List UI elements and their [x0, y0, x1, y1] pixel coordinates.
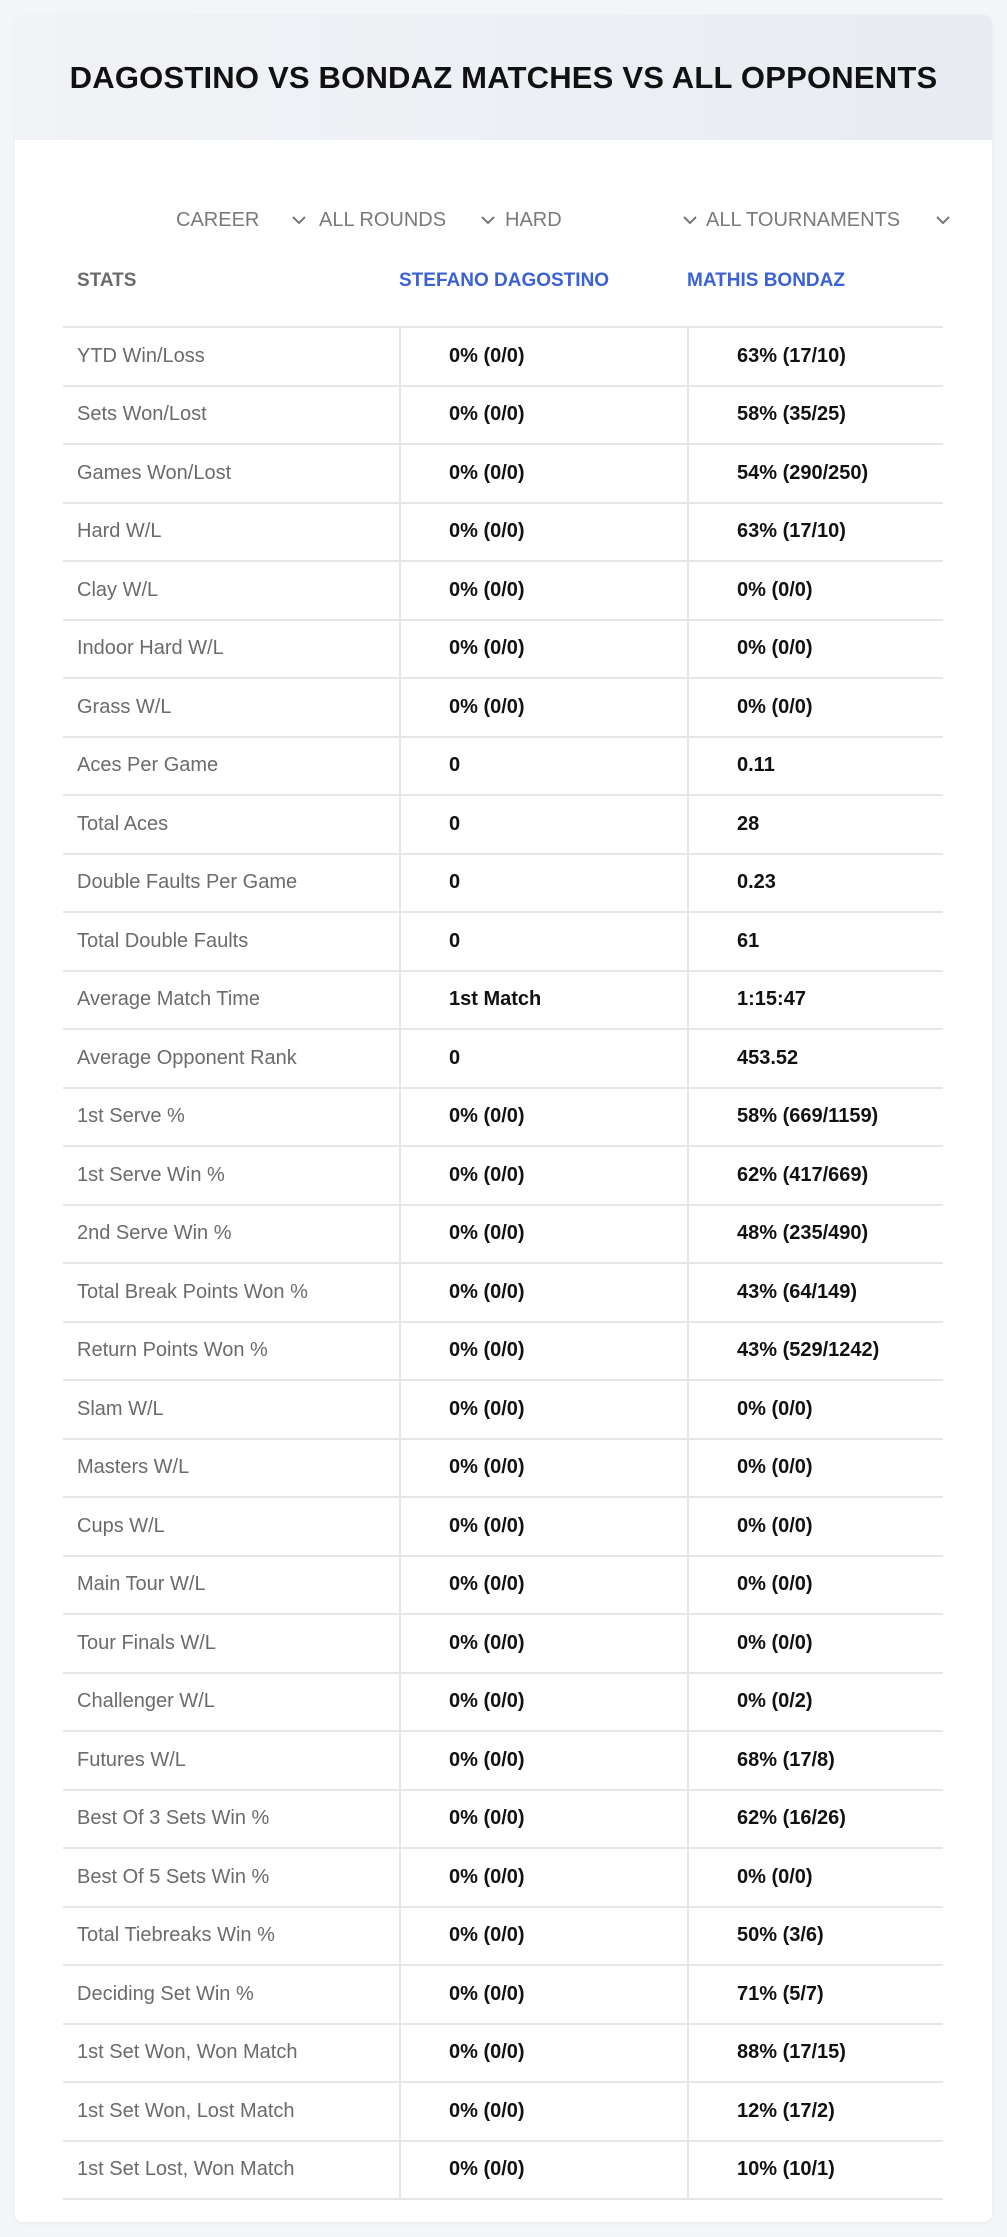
player2-stat-value: 61: [687, 913, 943, 970]
player1-stat-value: 0% (0/0): [399, 1557, 687, 1614]
stat-label: Tour Finals W/L: [77, 1631, 216, 1654]
player2-stat-value: 0% (0/0): [687, 1849, 943, 1906]
table-row: [63, 445, 943, 504]
player2-stat-value: 0% (0/0): [687, 1615, 943, 1672]
player1-stat-value: 0% (0/0): [399, 621, 687, 678]
player2-stat-value: 48% (235/490): [687, 1206, 943, 1263]
player2-stat-value: 0% (0/0): [687, 562, 943, 619]
player2-stat-value: 63% (17/10): [687, 504, 943, 561]
stat-label: Total Aces: [77, 812, 169, 835]
player1-stat-value: 0% (0/0): [399, 1323, 687, 1380]
stat-label: Deciding Set Win %: [77, 1982, 254, 2005]
surface-select-value: HARD: [505, 208, 562, 231]
player1-stat-value: 0% (0/0): [399, 2083, 687, 2140]
card-header: [15, 15, 992, 140]
table-row: [63, 1615, 943, 1674]
table-row: [63, 1147, 943, 1206]
table-row: [63, 1732, 943, 1791]
stat-label: 1st Set Won, Won Match: [77, 2041, 298, 2064]
table-row: [63, 2083, 943, 2142]
rounds-select[interactable]: [319, 202, 497, 238]
table-row: [63, 1323, 943, 1382]
stat-label: Average Match Time: [77, 988, 261, 1011]
period-select[interactable]: [176, 202, 308, 238]
table-row: [63, 1498, 943, 1557]
player2-stat-value: 0% (0/0): [687, 1440, 943, 1497]
player1-stat-value: 0% (0/0): [399, 1908, 687, 1965]
player1-stat-value: 0% (0/0): [399, 1615, 687, 1672]
player1-stat-value: 0% (0/0): [399, 1849, 687, 1906]
player2-stat-value: 28: [687, 796, 943, 853]
table-row: [63, 913, 943, 972]
player1-stat-value: 0% (0/0): [399, 2025, 687, 2082]
player2-stat-value: 0.23: [687, 855, 943, 912]
tournaments-select[interactable]: [706, 202, 952, 238]
player2-stat-value: 58% (669/1159): [687, 1089, 943, 1146]
table-row: [63, 855, 943, 914]
table-row: [63, 1264, 943, 1323]
stat-label: YTD Win/Loss: [77, 344, 205, 367]
player2-stat-value: 453.52: [687, 1030, 943, 1087]
player2-stat-value: 0% (0/0): [687, 1381, 943, 1438]
table-row: [63, 1206, 943, 1265]
period-select-value: CAREER: [176, 208, 260, 231]
player2-stat-value: 58% (35/25): [687, 387, 943, 444]
table-row: [63, 1030, 943, 1089]
table-row: [63, 1791, 943, 1850]
player2-stat-value: 0% (0/2): [687, 1674, 943, 1731]
player1-stat-value: 0% (0/0): [399, 1381, 687, 1438]
table-row: [63, 504, 943, 563]
player1-stat-value: 1st Match: [399, 972, 687, 1029]
stat-label: Double Faults Per Game: [77, 871, 298, 894]
page-title: DAGOSTINO VS BONDAZ MATCHES VS ALL OPPONENTS: [69, 59, 938, 95]
table-row: [63, 1381, 943, 1440]
stat-label: Aces Per Game: [77, 754, 219, 777]
stat-label: Total Break Points Won %: [77, 1280, 308, 1303]
stat-label: Futures W/L: [77, 1748, 186, 1771]
rounds-select-value: ALL ROUNDS: [319, 208, 447, 231]
player2-stat-value: 0.11: [687, 738, 943, 795]
player2-column-header[interactable]: MATHIS BONDAZ: [687, 270, 845, 291]
player1-stat-value: 0% (0/0): [399, 1498, 687, 1555]
table-row: [63, 1557, 943, 1616]
table-row: [63, 621, 943, 680]
player2-stat-value: 88% (17/15): [687, 2025, 943, 2082]
stat-label: Hard W/L: [77, 520, 162, 543]
stats-card: [15, 15, 992, 2222]
chevron-down-icon: [934, 211, 952, 229]
player2-stat-value: 0% (0/0): [687, 1557, 943, 1614]
stats-column-header: STATS: [77, 270, 137, 291]
table-row: [63, 562, 943, 621]
stat-label: 1st Set Lost, Won Match: [77, 2158, 295, 2181]
player1-stat-value: 0% (0/0): [399, 1732, 687, 1789]
player1-stat-value: 0% (0/0): [399, 562, 687, 619]
table-row: [63, 1089, 943, 1148]
stats-table-header: [63, 250, 943, 328]
stat-label: Average Opponent Rank: [77, 1046, 297, 1069]
player1-stat-value: 0% (0/0): [399, 1264, 687, 1321]
player2-stat-value: 0% (0/0): [687, 1498, 943, 1555]
table-row: [63, 1966, 943, 2025]
player1-stat-value: 0: [399, 855, 687, 912]
player1-stat-value: 0% (0/0): [399, 504, 687, 561]
player2-stat-value: 50% (3/6): [687, 1908, 943, 1965]
stat-label: Masters W/L: [77, 1456, 190, 1479]
table-row: [63, 1674, 943, 1733]
player2-stat-value: 12% (17/2): [687, 2083, 943, 2140]
stat-label: Main Tour W/L: [77, 1573, 206, 1596]
table-row: [63, 1849, 943, 1908]
player1-stat-value: 0% (0/0): [399, 387, 687, 444]
player1-stat-value: 0% (0/0): [399, 445, 687, 502]
player2-stat-value: 71% (5/7): [687, 1966, 943, 2023]
surface-select[interactable]: [505, 202, 699, 238]
stat-label: Indoor Hard W/L: [77, 637, 224, 660]
player1-stat-value: 0% (0/0): [399, 1440, 687, 1497]
stat-label: 1st Set Won, Lost Match: [77, 2099, 295, 2122]
player1-stat-value: 0% (0/0): [399, 1966, 687, 2023]
player2-stat-value: 1:15:47: [687, 972, 943, 1029]
player1-stat-value: 0% (0/0): [399, 1147, 687, 1204]
chevron-down-icon: [479, 211, 497, 229]
table-row: [63, 2142, 943, 2201]
stat-label: Total Double Faults: [77, 929, 249, 952]
stat-label: 2nd Serve Win %: [77, 1222, 232, 1245]
player1-stat-value: 0% (0/0): [399, 2142, 687, 2199]
stat-label: 1st Serve Win %: [77, 1163, 225, 1186]
player1-column-header[interactable]: STEFANO DAGOSTINO: [399, 270, 610, 291]
table-row: [63, 796, 943, 855]
player1-stat-value: 0: [399, 913, 687, 970]
tournaments-select-value: ALL TOURNAMENTS: [706, 208, 901, 231]
stat-label: Challenger W/L: [77, 1690, 215, 1713]
stat-label: Best Of 3 Sets Win %: [77, 1807, 270, 1830]
player1-stat-value: 0% (0/0): [399, 1674, 687, 1731]
player1-stat-value: 0: [399, 796, 687, 853]
stat-label: Slam W/L: [77, 1397, 164, 1420]
player1-stat-value: 0% (0/0): [399, 1089, 687, 1146]
stat-label: Cups W/L: [77, 1514, 165, 1537]
player2-stat-value: 43% (64/149): [687, 1264, 943, 1321]
stats-table: [63, 328, 943, 2200]
player1-stat-value: 0% (0/0): [399, 328, 687, 385]
stat-label: Best Of 5 Sets Win %: [77, 1865, 270, 1888]
stat-label: Games Won/Lost: [77, 461, 232, 484]
stat-label: Clay W/L: [77, 578, 159, 601]
player1-stat-value: 0: [399, 738, 687, 795]
table-row: [63, 328, 943, 387]
player2-stat-value: 62% (16/26): [687, 1791, 943, 1848]
stat-label: Return Points Won %: [77, 1339, 268, 1362]
player1-stat-value: 0% (0/0): [399, 1791, 687, 1848]
player2-stat-value: 63% (17/10): [687, 328, 943, 385]
stat-label: 1st Serve %: [77, 1105, 185, 1128]
player2-stat-value: 43% (529/1242): [687, 1323, 943, 1380]
table-row: [63, 972, 943, 1031]
player2-stat-value: 0% (0/0): [687, 621, 943, 678]
player1-stat-value: 0% (0/0): [399, 679, 687, 736]
player2-stat-value: 54% (290/250): [687, 445, 943, 502]
player2-stat-value: 62% (417/669): [687, 1147, 943, 1204]
table-row: [63, 1440, 943, 1499]
table-row: [63, 679, 943, 738]
player1-stat-value: 0% (0/0): [399, 1206, 687, 1263]
chevron-down-icon: [290, 211, 308, 229]
chevron-down-icon: [681, 211, 699, 229]
stat-label: Total Tiebreaks Win %: [77, 1924, 275, 1947]
table-row: [63, 1908, 943, 1967]
table-row: [63, 738, 943, 797]
stat-label: Sets Won/Lost: [77, 403, 207, 426]
player2-stat-value: 0% (0/0): [687, 679, 943, 736]
player1-stat-value: 0: [399, 1030, 687, 1087]
stat-label: Grass W/L: [77, 695, 172, 718]
player2-stat-value: 10% (10/1): [687, 2142, 943, 2199]
filter-bar: [15, 190, 992, 250]
table-row: [63, 2025, 943, 2084]
table-row: [63, 387, 943, 446]
player2-stat-value: 68% (17/8): [687, 1732, 943, 1789]
